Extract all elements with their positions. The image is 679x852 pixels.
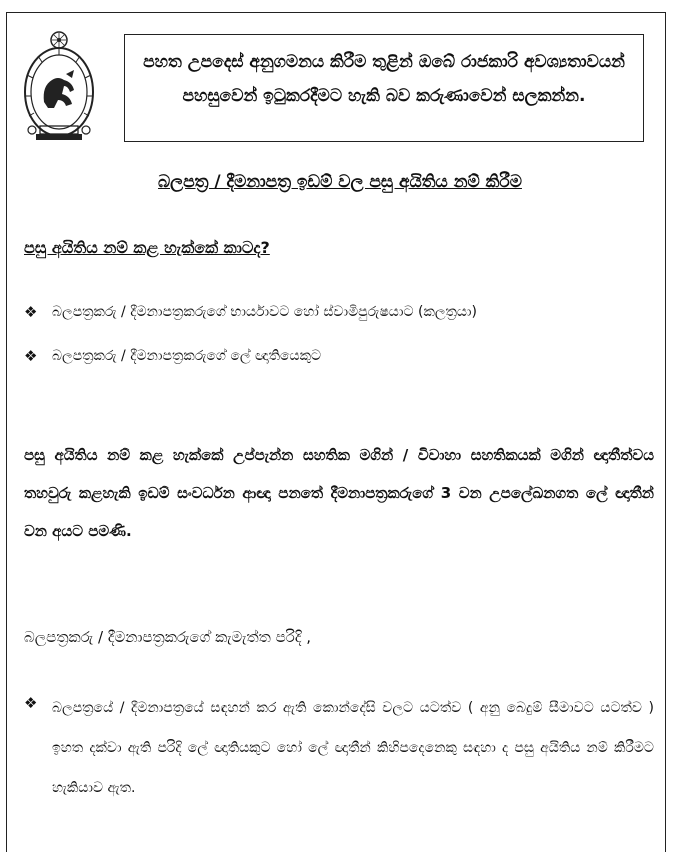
- four-diamond-bullet-icon: ❖: [24, 347, 38, 365]
- header-notice-text: පහත උපදෙස් අනුගමනය කිරීම තුළින් ඔබේ රාජකාරි අවශ්‍යතාවයන් පහසුවෙන් ඉටුකරදීමට හැකි බව කරුණාවෙන් සලකන්න.: [143, 52, 625, 106]
- page-title: බලපත්‍ර / දීමනාපත්‍ර ඉඩම් වල පසු අයිතිය නම් කිරීම: [158, 172, 522, 192]
- four-diamond-bullet-icon: ❖: [24, 303, 38, 321]
- list-item-text: බලපත්‍රකරු / දීමනාපත්‍රකරුගේ භාර්යාවට හෝ ස්වාමිපුරුෂයාට (කලත්‍රයා): [52, 304, 478, 320]
- eligibility-paragraph: පසු අයිතිය නම් කළ හැක්කේ උප්පැන්න සහතික මගින් / විවාහා සහතිකයක් මගින් ඥාතීත්වය තහවුරු කළහැකි ඉඩම් සංවර්ධන ආඥා පනතේ දීමනාපත්‍රකරුගේ 3 වන උපලේඛනගත ලේ ඥාතීන් වන අයට පමණි.: [24, 446, 654, 540]
- header-notice-box: [124, 34, 644, 142]
- list-item-text: බලපත්‍රකරු / දීමනාපත්‍රකරුගේ ලේ ඥාතියෙකුට: [52, 348, 322, 364]
- list-item: [24, 346, 321, 366]
- question-heading: පසු අයිතිය නම් කළ හැක්කේ කාටද?: [24, 238, 270, 257]
- list-item-text: බලපත්‍රයේ / දීමනාපත්‍රයේ සඳහන් කර ඇති කොන්දේසි වලට යටත්ව ( අනු බෙදුම් සීමාවට යටත්ව ) ඉහත දක්වා ඇති පරිදි ලේ ඥාතියකුට හෝ ලේ ඥාතීන් කිහිපදෙනෙකු සඳහා ද පසු අයිතිය නම් කිරීමට හැකියාව ඇත.: [52, 700, 654, 796]
- consent-subheading: බලපත්‍රකරු / දීමනාපත්‍රකරුගේ කැමැත්ත පරිදි ,: [24, 628, 312, 646]
- four-diamond-bullet-icon: ❖: [24, 694, 38, 712]
- state-emblem-icon: [18, 30, 100, 148]
- list-item: [24, 688, 654, 808]
- list-item: [24, 302, 477, 322]
